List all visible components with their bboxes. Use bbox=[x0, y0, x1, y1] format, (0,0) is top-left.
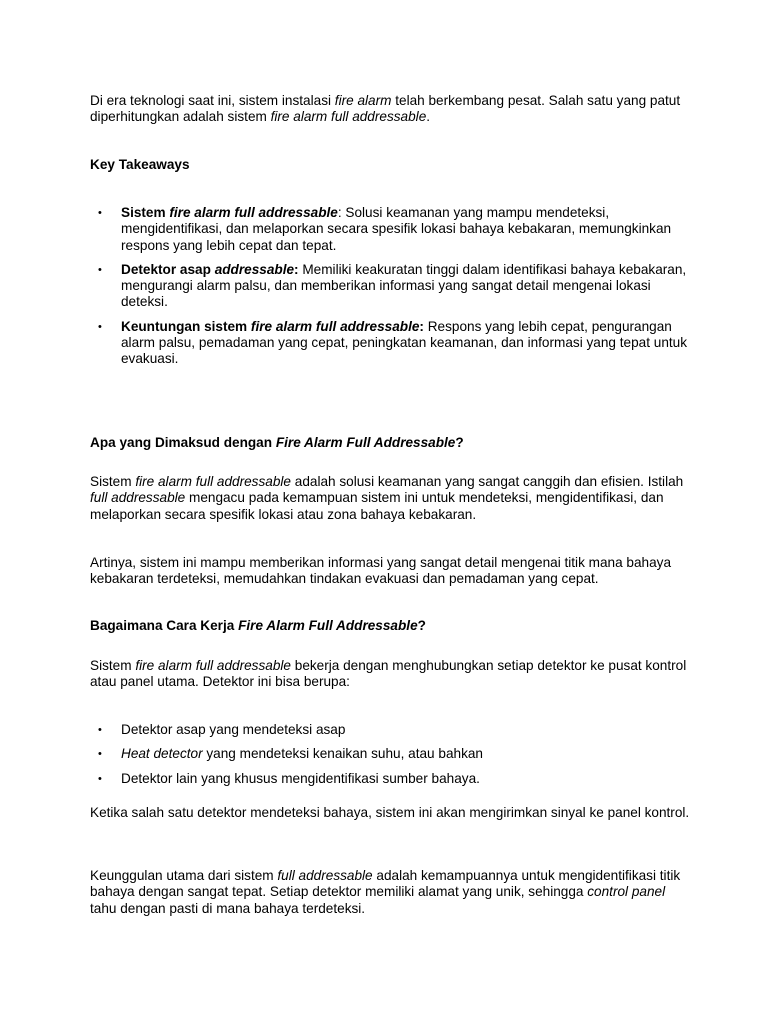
bullet-icon: • bbox=[98, 263, 102, 276]
item-bold-italic: fire alarm full addressable bbox=[169, 205, 338, 220]
intro-text-2: telah berkembang pesat. Salah satu yang patut diperhitungkan adalah sistem bbox=[90, 93, 681, 125]
item-text: Detektor asap yang mendeteksi asap bbox=[121, 722, 346, 737]
definition-paragraph bbox=[90, 474, 690, 523]
item-text: : Solusi keamanan yang mampu mendeteksi, mengidentifikasi, dan melaporkan secara spesifik lokasi bahaya kebakaran, memungkinkan respons yang lebih cepat dan tepat. bbox=[121, 205, 672, 253]
para-text: tahu dengan pasti di mana bahaya terdeteksi. bbox=[90, 900, 366, 916]
detector-list bbox=[90, 722, 690, 787]
bullet-icon: • bbox=[98, 724, 102, 736]
item-bold-italic: fire alarm full addressable bbox=[250, 318, 420, 334]
heading-text: Apa yang Dimaksud dengan bbox=[90, 435, 276, 450]
heading-text: Bagaimana Cara Kerja bbox=[90, 618, 239, 633]
para-text: adalah solusi keamanan yang sangat canggih dan efisien. Istilah bbox=[290, 474, 684, 489]
heading-italic: Fire Alarm Full Addressable bbox=[238, 618, 418, 633]
para-text: Keunggulan utama dari sistem bbox=[90, 868, 278, 883]
bullet-icon: • bbox=[98, 772, 102, 785]
heading-italic: Fire Alarm Full Addressable bbox=[275, 435, 456, 450]
para-italic: control panel bbox=[587, 884, 666, 900]
how-it-works-paragraph bbox=[90, 658, 690, 691]
heading-qmark: ? bbox=[455, 435, 464, 450]
bullet-icon: • bbox=[98, 320, 102, 333]
item-text: Detektor lain yang khusus mengidentifikasi sumber bahaya. bbox=[121, 770, 480, 786]
signal-paragraph: Ketika salah satu detektor mendeteksi bahaya, sistem ini akan mengirimkan sinyal ke panel kontrol. bbox=[90, 805, 690, 820]
para-text: bekerja dengan menghubungkan setiap detektor ke pusat kontrol atau panel utama. Detektor ini bisa berupa: bbox=[90, 658, 687, 690]
para-italic: fire alarm full addressable bbox=[135, 658, 291, 673]
intro-italic-2: fire alarm full addressable bbox=[270, 109, 427, 125]
item-bold-colon: : bbox=[419, 318, 424, 334]
para-italic: full addressable bbox=[277, 868, 373, 883]
item-text: yang mendeteksi kenaikan suhu, atau bahkan bbox=[202, 746, 483, 762]
item-bold: Sistem bbox=[121, 205, 170, 220]
advantage-paragraph bbox=[90, 868, 690, 917]
intro-paragraph bbox=[90, 93, 690, 126]
intro-text-3: . bbox=[426, 109, 431, 125]
bullet-icon: • bbox=[98, 748, 102, 761]
item-bold-italic: addressable bbox=[214, 261, 295, 277]
para-text: Sistem bbox=[90, 658, 136, 673]
intro-text-1: Di era teknologi saat ini, sistem instalasi bbox=[90, 93, 335, 108]
item-bold: Detektor asap bbox=[121, 261, 215, 277]
list-item bbox=[90, 722, 690, 738]
para-text: mengacu pada kemampuan sistem ini untuk mendeteksi, mengidentifikasi, dan melaporkan secara spesifik lokasi atau zona bahaya kebakaran. bbox=[90, 490, 664, 522]
list-item bbox=[90, 771, 690, 787]
key-takeaways-list bbox=[90, 205, 690, 368]
item-italic: Heat detector bbox=[121, 746, 203, 762]
list-item bbox=[90, 205, 690, 254]
heading-qmark: ? bbox=[417, 618, 426, 633]
list-item bbox=[90, 262, 690, 311]
item-bold: Keuntungan sistem bbox=[121, 318, 251, 334]
para-text: adalah kemampuannya untuk mengidentifikasi titik bahaya dengan sangat tepat. Setiap detektor memiliki alamat yang unik, sehingga bbox=[90, 868, 681, 900]
para-text: Sistem bbox=[90, 474, 136, 489]
section-heading-definition bbox=[90, 435, 690, 451]
para-italic: fire alarm full addressable bbox=[135, 474, 291, 489]
intro-italic-1: fire alarm bbox=[334, 93, 392, 108]
meaning-paragraph: Artinya, sistem ini mampu memberikan informasi yang sangat detail mengenai titik mana bahaya kebakaran terdeteksi, memudahkan tindakan evakuasi dan pemadaman yang cepat. bbox=[90, 555, 672, 587]
para-italic: full addressable bbox=[90, 490, 186, 506]
key-takeaways-heading: Key Takeaways bbox=[90, 157, 190, 172]
list-item bbox=[90, 319, 690, 368]
item-text: Memiliki keakuratan tinggi dalam identifikasi bahaya kebakaran, mengurangi alarm palsu, dan memberikan informasi yang sangat detail mengenai lokasi deteksi. bbox=[121, 261, 687, 310]
item-bold-colon: : bbox=[294, 261, 299, 277]
section-heading-how-it-works bbox=[90, 618, 690, 634]
bullet-icon: • bbox=[98, 207, 102, 219]
list-item bbox=[90, 746, 690, 762]
item-text: Respons yang lebih cepat, pengurangan alarm palsu, pemadaman yang cepat, peningkatan keamanan, dan informasi yang tepat untuk evakuasi. bbox=[121, 318, 688, 367]
